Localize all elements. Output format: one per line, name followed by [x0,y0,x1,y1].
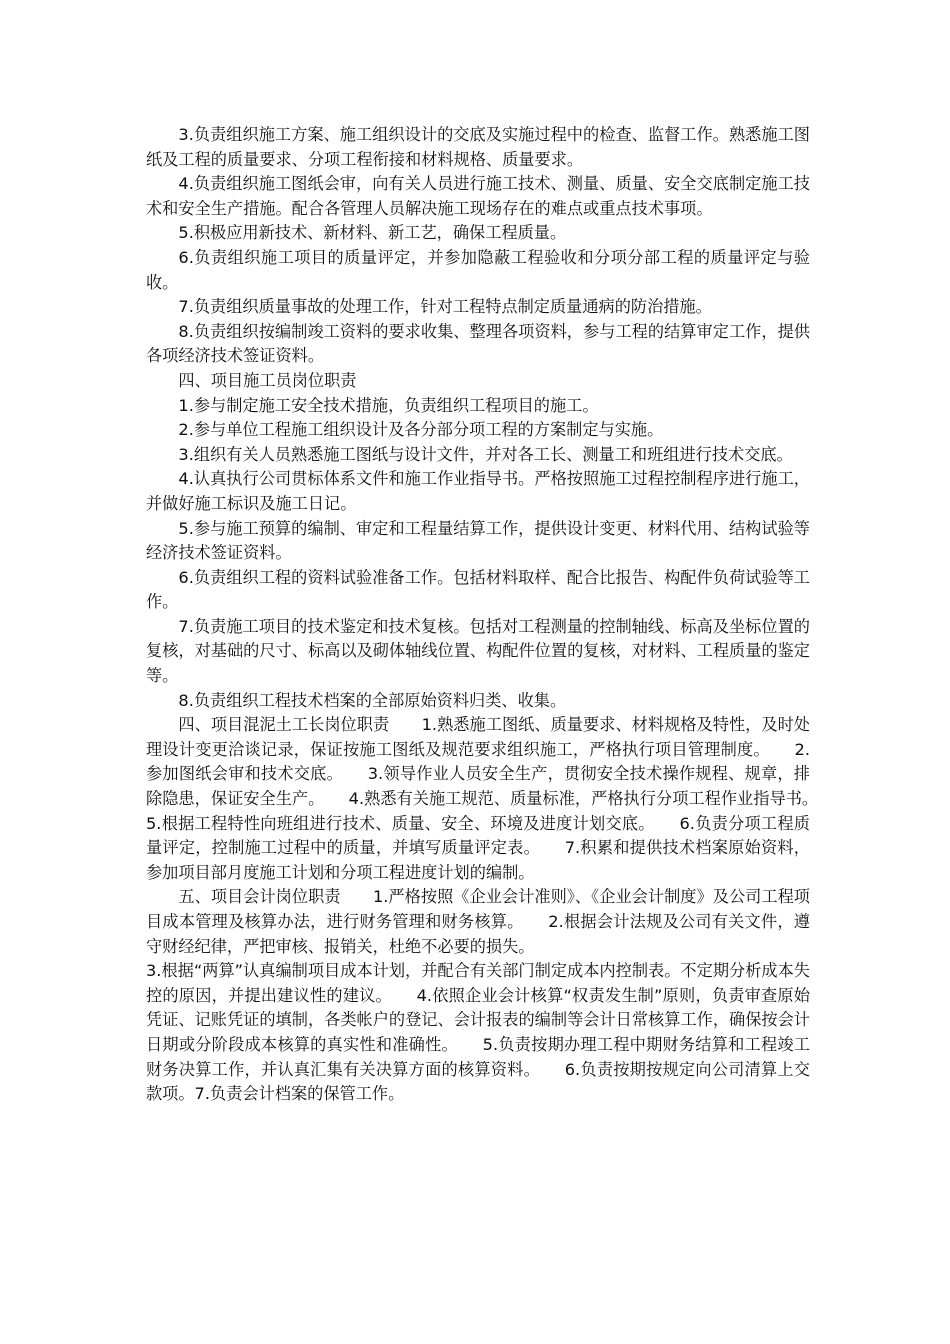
paragraph-worker-duty-2: 2.参与单位工程施工组织设计及各分部分项工程的方案制定与实施。 [178,420,664,440]
paragraph-worker-duty-4: 4.认真执行公司贯标体系文件和施工作业指导书。严格按照施工过程控制程序进行施工，并做好施工标识及施工日记。 [146,469,810,513]
paragraph-worker-duty-6: 6.负责组织工程的资料试验准备工作。包括材料取样、配合比报告、构配件负荷试验等工作。 [146,567,810,612]
paragraph-duty-7: 7.负责组织质量事故的处理工作，针对工程特点制定质量通病的防治措施。 [178,297,712,317]
paragraph-duty-5: 5.积极应用新技术、新材料、新工艺，确保工程质量。 [178,223,567,243]
paragraph-worker-duty-8: 8.负责组织工程技术档案的全部原始资料归类、收集。 [178,690,567,710]
paragraph-worker-duty-3: 3.组织有关人员熟悉施工图纸与设计文件，并对各工长、测量工和班组进行技术交底。 [178,444,793,464]
paragraph-duty-8: 8.负责组织按编制竣工资料的要求收集、整理各项资料，参与工程的结算审定工作，提供各项经济技术签证资料。 [146,321,810,366]
paragraph-accountant-duties: 3.根据“两算”认真编制项目成本计划，并配合有关部门制定成本内控制表。不定期分析成本失控的原因，并提出建议性的建议。 4.依照企业会计核算“权责发生制”原则，负责审查原始凭证、记账凭证的填制，各类帐户的登记、会计报表的编制等会计日常核算工作，确保按会计日期或分阶段成本核算的真实性和准确性。 5.负责按期办理工程中期财务结算和工程竣工财务决算工作，并认真汇集有关决算方面的核算资料。 6.负责按期按规定向公司清算上交款项。7.负责会计档案的保管工作。 [146,961,810,1104]
paragraph-worker-duty-5: 5.参与施工预算的编制、审定和工程量结算工作，提供设计变更、材料代用、结构试验等经济技术签证资料。 [146,518,810,563]
paragraph-duty-3: 3.负责组织施工方案、施工组织设计的交底及实施过程中的检查、监督工作。熟悉施工图纸及工程的质量要求、分项工程衔接和材料规格、质量要求。 [146,125,810,169]
section-heading-construction-worker: 四、项目施工员岗位职责 [178,370,357,390]
paragraph-duty-6: 6.负责组织施工项目的质量评定，并参加隐蔽工程验收和分项分部工程的质量评定与验收。 [146,247,810,292]
document-body [146,123,843,1107]
paragraph-worker-duty-7: 7.负责施工项目的技术鉴定和技术复核。包括对工程测量的控制轴线、标高及坐标位置的复核，对基础的尺寸、标高以及砌体轴线位置、构配件位置的复核，对材料、工程质量的鉴定等。 [146,616,810,686]
paragraph-worker-duty-1: 1.参与制定施工安全技术措施，负责组织工程项目的施工。 [178,395,599,415]
paragraph-duty-4: 4.负责组织施工图纸会审，向有关人员进行施工技术、测量、质量、安全交底制定施工技术和安全生产措施。配合各管理人员解决施工现场存在的难点或重点技术事项。 [146,174,810,218]
paragraph-concrete-foreman: 四、项目混泥土工长岗位职责 1.熟悉施工图纸、质量要求、材料规格及特性，及时处理设计变更洽谈记录，保证按施工图纸及规范要求组织施工，严格执行项目管理制度。 2.参加图纸会审和技术交底。 3.领导作业人员安全生产，贯彻安全技术操作规程、规章，排除隐患，保证安全生产。 4.熟悉有关施工规范、质量标准，严格执行分项工程作业指导书。 5.根据工程特性向班组进行技术、质量、安全、环境及进度计划交底。 6.负责分项工程质量评定，控制施工过程中的质量，并填写质量评定表。 7.积累和提供技术档案原始资料，参加项目部月度施工计划和分项工程进度计划的编制。 [146,715,843,882]
paragraph-accountant-intro: 五、项目会计岗位职责 1.严格按照《企业会计准则》、《企业会计制度》及公司工程项目成本管理及核算办法，进行财务管理和财务核算。 2.根据会计法规及公司有关文件，遵守财经纪律，严把审核、报销关，杜绝不必要的损失。 [146,887,810,956]
